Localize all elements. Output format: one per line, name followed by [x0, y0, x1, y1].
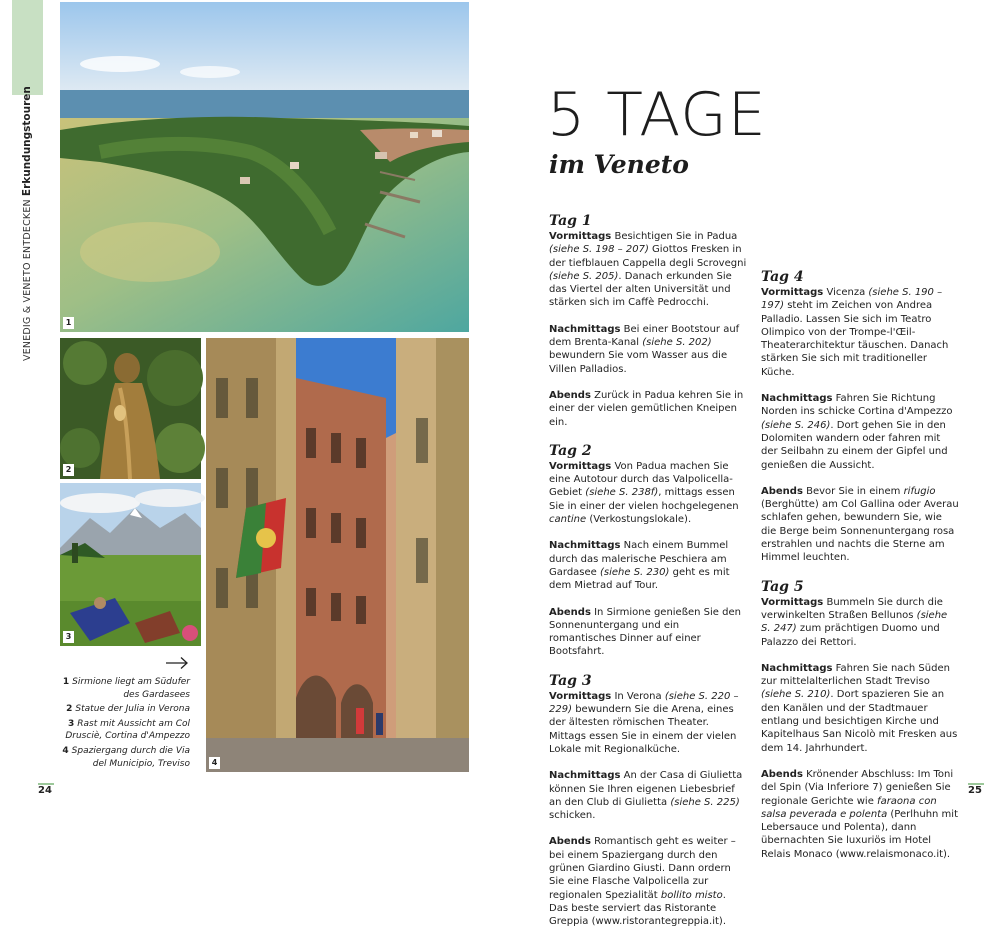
section-running-head [19, 61, 35, 361]
paragraph-vormittags: Vormittags Bummeln Sie durch die verwinkelten Straßen Bellunos (siehe S. 247) zum prächtigen Duomo und Palazzo dei Rettori. [761, 596, 948, 648]
paragraph-vormittags: Vormittags Besichtigen Sie in Padua (siehe S. 198 – 207) Giottos Fresken in der tiefblauen Cappella degli Scrovegni (siehe S. 205). Danach erkunden Sie das Viertel der alten Universität und stärken sich im Caffè Pedrocchi. [549, 231, 747, 309]
paragraph-abends: Abends Krönender Abschluss: Im Toni del Spin (Via Inferiore 7) genießen Sie regionale Gerichte wie faraona con salsa peverada e polenta (Perlhuhn mit Lebersauce und Polenta), dann übernachten Sie luxuriös im Hotel Relais Monaco (www.relaismonaco.it). [761, 768, 958, 860]
paragraph-nachmittags: Nachmittags Bei einer Bootstour auf dem Brenta-Kanal (siehe S. 202) bewundern Sie vom Wasser aus die Villen Palladios. [549, 323, 740, 375]
paragraph-abends: Abends Zurück in Padua kehren Sie in einer der vielen gemütlichen Kneipen ein. [549, 389, 744, 428]
running-head-section: Erkundungstouren [21, 86, 33, 197]
day-heading: Tag 1 [549, 213, 592, 229]
paragraph-nachmittags: Nachmittags Fahren Sie nach Süden zur mittelalterlichen Stadt Treviso (siehe S. 210). Dort spazieren Sie an den Kanälen und der Stadtmauer entlang und besichtigen Kirche und Kapitelhaus San Nicolò mit Fresken aus dem 14. Jahrhundert. [761, 662, 958, 754]
caption-2: 2 Statue der Julia in Verona [66, 704, 190, 715]
photo-number: 1 [63, 317, 74, 329]
day-heading: Tag 5 [761, 578, 804, 595]
right-page [500, 0, 1000, 928]
photo-number: 4 [209, 757, 220, 769]
photo-number: 3 [63, 631, 74, 643]
photo-sirmione-aerial [60, 2, 469, 332]
text-column-1 [549, 212, 747, 928]
page-subtitle: im Veneto [549, 150, 689, 179]
page-number-left: 24 [38, 785, 52, 796]
page-number-right: 25 [968, 785, 982, 796]
paragraph-vormittags: Vormittags In Verona (siehe S. 220 – 229) bewundern Sie die Arena, eines der ältesten römischen Theater. Mittags essen Sie in einem der vielen Lokale mit Regionalküche. [549, 690, 739, 755]
photo-col-druscie [60, 483, 201, 646]
arrow-right-icon [165, 656, 189, 670]
page-title: 5 TAGE [547, 80, 767, 150]
caption-1: 1 Sirmione liegt am Südufer des Gardasees [62, 677, 190, 700]
paragraph-vormittags: Vormittags Vicenza (siehe S. 190 – 197) steht im Zeichen von Andrea Palladio. Lassen Sie sich im Teatro Olimpico von der Trompe-l'Œil-Theaterarchitektur täuschen. Danach stärken Sie sich mit traditioneller Küche. [761, 287, 949, 378]
paragraph-nachmittags: Nachmittags Nach einem Bummel durch das malerische Peschiera am Gardasee (siehe S. 230) geht es mit dem Mietrad auf Tour. [549, 540, 730, 592]
photo-treviso-street [206, 338, 469, 772]
paragraph-abends: Abends In Sirmione genießen Sie den Sonnenuntergang und ein romantisches Dinner auf einer Bootsfahrt. [549, 606, 741, 658]
left-page [0, 0, 500, 800]
running-head-chapter: VENEDIG & VENETO ENTDECKEN [22, 199, 33, 361]
day-heading: Tag 3 [549, 672, 592, 689]
caption-4: 4 Spaziergang durch die Via del Municipio, Treviso [62, 745, 190, 769]
day-heading: Tag 2 [549, 442, 592, 459]
caption-3: 3 Rast mit Aussicht am Col Drusciè, Cortina d'Ampezzo [65, 718, 190, 742]
paragraph-abends: Abends Bevor Sie in einem rifugio (Berghütte) am Col Gallina oder Averau schlafen gehen, bewundern Sie, wie die Berge beim Sonnenuntergang rosa erstrahlen und nachts die Sterne am Himmel leuchten. [761, 485, 959, 564]
photo-captions [60, 676, 190, 772]
paragraph-nachmittags: Nachmittags Fahren Sie Richtung Norden ins schicke Cortina d'Ampezzo (siehe S. 246). Dort gehen Sie in den Dolomiten wandern oder fahren mit der Seilbahn zu einem der Gipfel und genießen die Aussicht. [761, 393, 953, 471]
paragraph-nachmittags: Nachmittags An der Casa di Giulietta können Sie Ihren eigenen Liebesbrief an den Club di Giulietta (siehe S. 225) schicken. [549, 770, 743, 822]
paragraph-abends: Abends Romantisch geht es weiter – bei einem Spaziergang durch den grünen Giardino Giusti. Dann ordern Sie eine Flasche Valpolicella zur regionalen Spezialität bollito misto. Das beste serviert das Ristorante Greppia (www.ristorantegreppia.it). [549, 836, 736, 928]
day-heading: Tag 4 [761, 269, 804, 285]
photo-number: 2 [63, 464, 74, 476]
text-column-2 [761, 268, 959, 861]
paragraph-vormittags: Vormittags Von Padua machen Sie eine Autotour durch das Valpolicella-Gebiet (siehe S. 238f), mittags essen Sie in einer der vielen hochgelegenen cantine (Verkostungslokale). [549, 460, 739, 526]
photo-juliet-statue [60, 338, 201, 479]
